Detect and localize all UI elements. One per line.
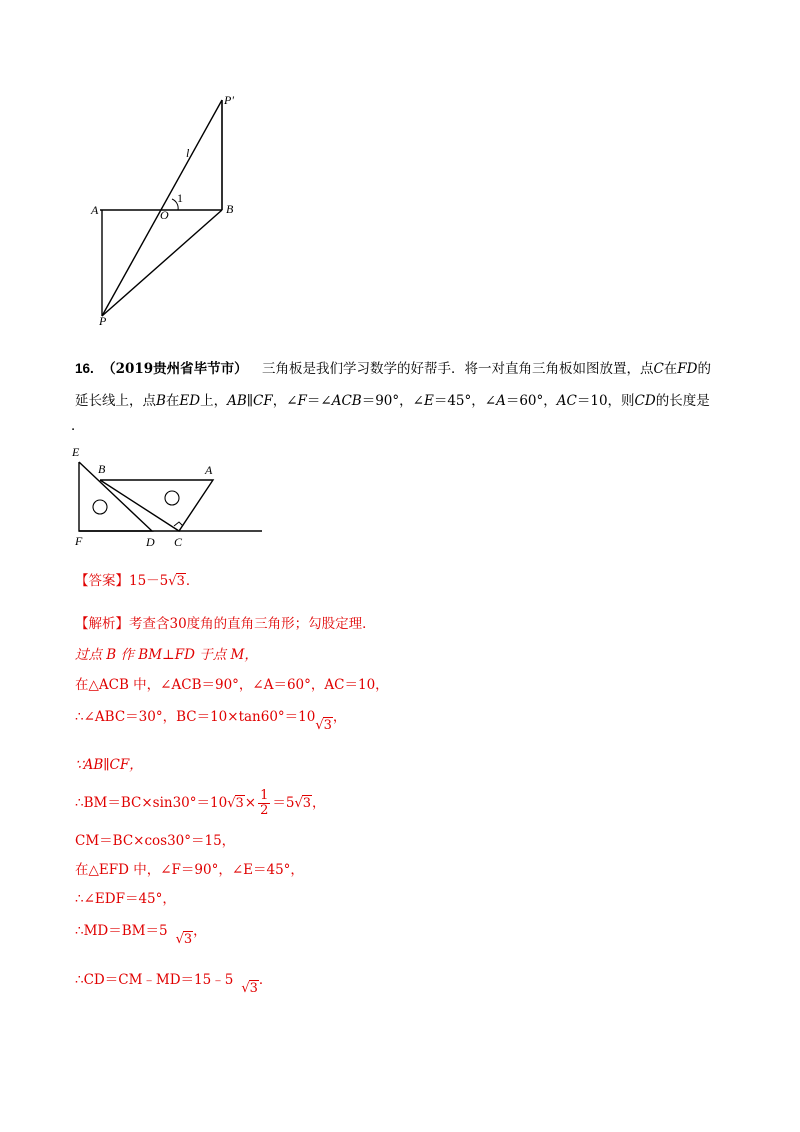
q2-m: ＝60°， bbox=[505, 393, 557, 409]
hole-left bbox=[93, 500, 107, 514]
fig2-label-F: F bbox=[75, 534, 83, 548]
right-angle-mark-C bbox=[174, 522, 183, 526]
q-text-2: 在 bbox=[663, 361, 678, 377]
question-line-3: ． bbox=[71, 418, 85, 434]
analysis-l5-sqrt-2-arg: 3 bbox=[302, 796, 312, 811]
analysis-l10e: ． bbox=[258, 972, 273, 988]
analysis-l3e: ， bbox=[332, 709, 347, 725]
analysis-line-2: 在△ACB 中，∠ACB＝90°，∠A＝60°，AC＝10， bbox=[75, 677, 389, 693]
question-text-1: 三角板是我们学习数学的好帮手．将一对直角三角板如图放置，点 bbox=[261, 361, 654, 377]
analysis-l5-sqrt: √3 bbox=[227, 796, 244, 811]
analysis-l10-sqrt-arg: 3 bbox=[249, 981, 258, 996]
label-l: l bbox=[186, 146, 190, 160]
fraction-denominator: 2 bbox=[260, 803, 269, 818]
q-point-C: C bbox=[653, 361, 664, 377]
answer-sqrt: √3 bbox=[168, 574, 185, 589]
q-FD: FD bbox=[677, 361, 698, 377]
q-text-3: 的 bbox=[697, 361, 711, 377]
answer-sqrt-arg: 3 bbox=[176, 574, 185, 589]
analysis-line-1: 过点 B 作 BM⊥FD 于点 M， bbox=[75, 647, 258, 663]
label-P: P bbox=[99, 314, 107, 328]
analysis-line-8: ∴∠EDF＝45°， bbox=[75, 891, 176, 907]
q2-i: ＝90°，∠ bbox=[361, 393, 424, 409]
analysis-l10-sqrt: √3 bbox=[241, 981, 258, 996]
answer-value: 15－5 bbox=[129, 573, 169, 589]
analysis-l5-sqrt-arg: 3 bbox=[235, 796, 244, 811]
label-angle-1: 1 bbox=[177, 191, 183, 205]
label-B: B bbox=[226, 202, 234, 216]
analysis-tag: 【解析】 bbox=[75, 616, 129, 632]
analysis-l5a: ∴BM＝BC×sin30°＝10 bbox=[75, 795, 228, 811]
q2-e: ，∠ bbox=[272, 393, 298, 409]
analysis-line-9 bbox=[75, 919, 207, 947]
analysis-l3-sqrt: √3 bbox=[315, 718, 332, 733]
fraction-numerator: 1 bbox=[260, 788, 269, 803]
q2-c: 上， bbox=[200, 393, 228, 409]
fig2-label-D: D bbox=[146, 535, 155, 549]
q2-n: AC bbox=[556, 393, 577, 409]
analysis-line-6: CM＝BC×cos30°＝15， bbox=[75, 833, 236, 849]
question-number: 16. bbox=[75, 361, 94, 376]
segment-BP bbox=[102, 210, 222, 316]
fig2-label-E: E bbox=[72, 445, 80, 459]
q2-q: 的长度是 bbox=[655, 393, 710, 409]
analysis-l5-sqrt-2: √3 bbox=[294, 796, 312, 811]
analysis-l9-sqrt: √3 bbox=[175, 932, 193, 947]
q2-j: E bbox=[423, 393, 434, 409]
q2-g: ＝∠ bbox=[306, 393, 332, 409]
q2-p: CD bbox=[634, 393, 656, 409]
label-A: A bbox=[91, 203, 99, 217]
q2-k: ＝45°，∠ bbox=[433, 393, 497, 409]
q2-h: ACB bbox=[331, 393, 362, 409]
analysis-line-7: 在△EFD 中，∠F＝90°，∠E＝45°， bbox=[75, 862, 304, 878]
answer-tag: 【答案】 bbox=[75, 573, 129, 589]
analysis-l5-fraction bbox=[258, 789, 270, 818]
hole-right bbox=[165, 491, 179, 505]
triangle-EFD bbox=[79, 462, 152, 531]
fig2-label-A: A bbox=[205, 463, 213, 477]
label-O: O bbox=[160, 208, 169, 222]
analysis-l10a: ∴CD＝CM﹣MD＝15﹣5 bbox=[75, 972, 234, 988]
analysis-l9-sqrt-arg: 3 bbox=[183, 932, 193, 947]
q2-ED: ED bbox=[179, 393, 201, 409]
answer-end: ． bbox=[185, 573, 200, 589]
analysis-l5b: × bbox=[244, 795, 257, 811]
q2-b: 在 bbox=[165, 393, 180, 409]
analysis-l5c: ＝5 bbox=[272, 795, 295, 811]
analysis-l9a: ∴MD＝BM＝5 bbox=[75, 923, 168, 939]
analysis-line-10 bbox=[75, 968, 273, 996]
q2-l: A bbox=[496, 393, 506, 409]
fig2-label-B: B bbox=[98, 462, 106, 476]
q2-o: ＝10，则 bbox=[576, 393, 635, 409]
label-P-prime: P' bbox=[224, 93, 234, 107]
analysis-line-5 bbox=[75, 789, 326, 818]
q2-B: B bbox=[156, 393, 166, 409]
analysis-l3a: ∴∠ABC＝30°，BC＝10×tan60°＝10 bbox=[75, 709, 316, 725]
q2-f: F bbox=[297, 393, 307, 409]
q2-a: 延长线上，点 bbox=[75, 393, 156, 409]
triangle-ABC bbox=[100, 480, 213, 531]
analysis-topic: 考查含30度角的直角三角形；勾股定理． bbox=[129, 616, 376, 632]
analysis-line-4: ∵AB∥CF， bbox=[75, 757, 143, 773]
q2-d: AB∥CF bbox=[227, 393, 273, 409]
question-line-1 bbox=[75, 357, 711, 377]
analysis-l5e: ， bbox=[312, 795, 326, 811]
analysis-line-0 bbox=[75, 612, 376, 632]
question-line-2 bbox=[75, 389, 710, 409]
analysis-l3-sqrt-arg: 3 bbox=[323, 718, 332, 733]
fig2-label-C: C bbox=[174, 535, 183, 549]
analysis-l9e: ， bbox=[193, 923, 207, 939]
question-source: （2019贵州省毕节市） bbox=[102, 361, 248, 377]
analysis-line-3 bbox=[75, 705, 347, 733]
answer-line bbox=[75, 569, 199, 589]
